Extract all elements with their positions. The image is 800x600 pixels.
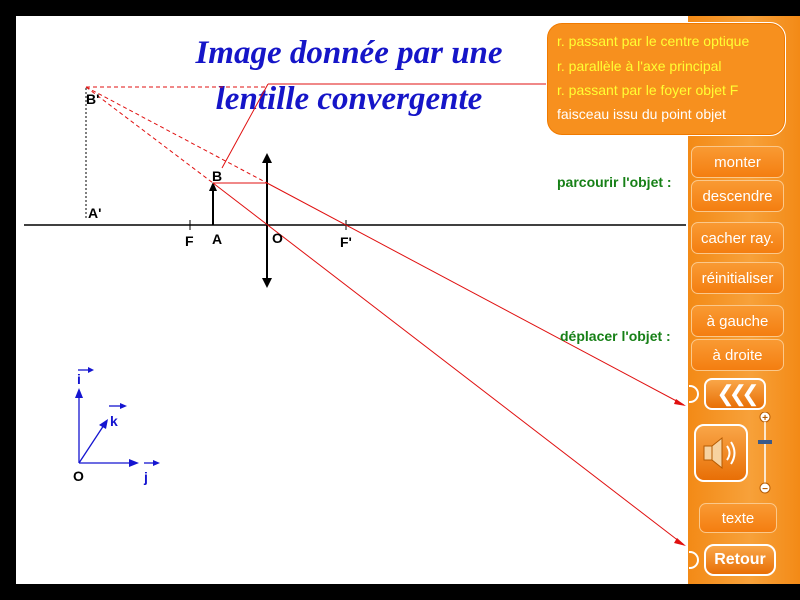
retour-button[interactable]: Retour [704, 544, 776, 576]
legend-item-focus: r. passant par le foyer objet F [557, 82, 739, 98]
volume-handle[interactable] [758, 440, 772, 444]
volume-minus-icon: − [762, 484, 768, 494]
move-left-button[interactable]: à gauche [691, 305, 784, 337]
move-right-button[interactable]: à droite [691, 339, 784, 371]
label-f: F [185, 233, 194, 249]
light-rays [213, 84, 684, 545]
convergent-lens [262, 153, 272, 288]
volume-slider[interactable] [758, 412, 772, 494]
axis-j-label: j [144, 469, 148, 485]
label-b-prime: B' [86, 91, 100, 107]
object-arrow [209, 182, 217, 225]
legend-item-centre: r. passant par le centre optique [557, 33, 750, 49]
label-b: B [212, 168, 223, 184]
page-title: Image donnée par une lentille convergente [195, 35, 503, 117]
label-a-prime: A' [88, 205, 102, 221]
label-o: O [272, 230, 283, 246]
ray-legend [546, 22, 786, 136]
reset-button[interactable]: réinitialiser [691, 262, 784, 294]
legend-item-parallel: r. parallèle à l'axe principal [557, 58, 722, 74]
speaker-icon [696, 426, 746, 480]
virtual-rays [86, 87, 268, 183]
deplacer-label: déplacer l'objet : [560, 328, 671, 344]
legend-item-beam: faisceau issu du point objet [557, 106, 726, 122]
monter-button[interactable]: monter [691, 146, 784, 178]
label-a: A [212, 231, 223, 247]
sound-button[interactable] [694, 424, 748, 482]
axis-origin-label: O [73, 468, 84, 484]
label-f-prime: F' [340, 234, 352, 250]
descendre-button[interactable]: descendre [691, 180, 784, 212]
previous-button[interactable]: ❮❮❮ [704, 378, 766, 410]
hide-rays-button[interactable]: cacher ray. [691, 222, 784, 254]
axis-k-label: k [110, 413, 118, 429]
parcourir-label: parcourir l'objet : [557, 174, 672, 190]
texte-button[interactable]: texte [699, 503, 777, 533]
axis-i-label: i [77, 371, 81, 387]
ray-arrowhead [674, 399, 686, 406]
volume-plus-icon: + [762, 413, 768, 424]
